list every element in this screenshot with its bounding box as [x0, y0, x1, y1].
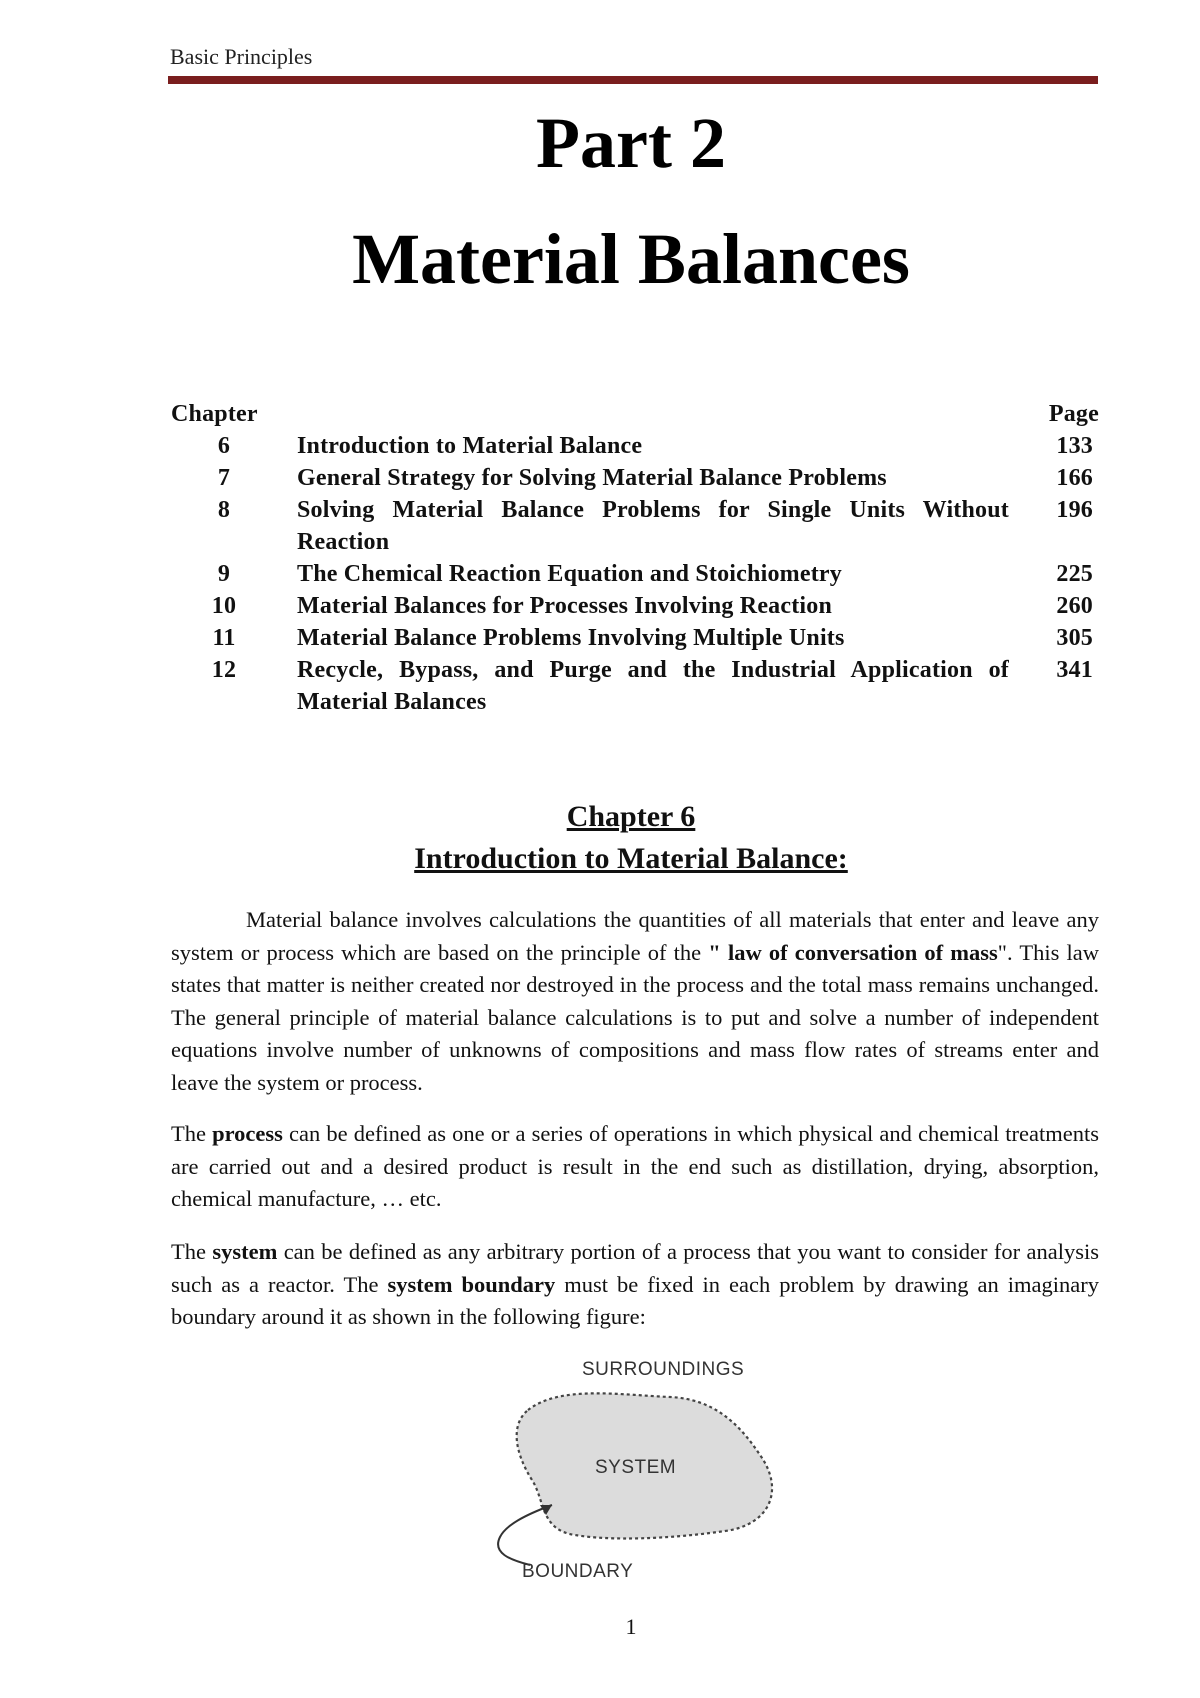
toc-entry [171, 430, 1099, 462]
page-number: 1 [625, 1614, 637, 1639]
paragraph-text: ". This law states that matter is neither created nor destroyed in the process and the total mass remains unchanged. The general principle of material balance calculations is to put and solve a number of independent equations involve number of unknowns of compositions and mass flow rates of streams enter and leave the system or process. [171, 939, 1099, 1095]
toc-entry-title: Solving Material Balance Problems for Single Units Without Reaction [297, 497, 1009, 555]
toc-entry-title: Material Balances for Processes Involving Reaction [297, 593, 833, 619]
toc-entry-title: General Strategy for Solving Material Balance Problems [297, 465, 887, 491]
toc-entry-title: Introduction to Material Balance [297, 433, 643, 459]
paragraph-text: The [171, 1121, 213, 1146]
toc-entry-number: 11 [212, 625, 236, 651]
toc-entry [171, 622, 1099, 654]
toc-entry-title: Material Balance Problems Involving Multiple Units [297, 625, 845, 651]
toc-header-row [171, 398, 1099, 430]
part-title: Material Balances [352, 219, 910, 299]
toc-entry [171, 558, 1099, 590]
toc-entry-page: 133 [1056, 433, 1093, 459]
boundary-label: BOUNDARY [522, 1561, 634, 1582]
chapter-number-heading: Chapter 6 [566, 800, 696, 833]
header-rule [168, 76, 1098, 84]
paragraph-emphasis: " law of conversation of mass [708, 939, 998, 965]
toc-entry [171, 494, 1099, 558]
paragraph-text: must be fixed in each problem by drawing an imaginary boundary around it as shown in the following figure: [171, 1271, 1099, 1329]
paragraph-system [171, 1236, 1099, 1334]
system-boundary-figure [470, 1355, 810, 1595]
toc-entry-number: 9 [217, 561, 231, 587]
toc-entry [171, 590, 1099, 622]
toc-entry-number: 12 [211, 657, 237, 683]
chapter-title-heading: Introduction to Material Balance: [414, 842, 848, 875]
toc-entry-page: 341 [1056, 657, 1093, 683]
toc-page-header: Page [1048, 401, 1099, 427]
toc-entry-number: 10 [211, 593, 237, 619]
toc-chapter-header: Chapter [171, 401, 258, 427]
system-label: SYSTEM [595, 1457, 677, 1478]
toc-entry-number: 7 [217, 465, 231, 491]
toc-entry-number: 8 [217, 497, 231, 523]
paragraph-material-balance [171, 904, 1099, 1099]
toc-entry-page: 166 [1056, 465, 1093, 491]
paragraph-text: The [171, 1239, 213, 1264]
toc-entry [171, 654, 1099, 718]
paragraph-text: Material balance involves calculations the quantities of all materials that enter and leave any system or process which are based on the principle of the [171, 907, 1099, 965]
toc-entry-number: 6 [217, 433, 231, 459]
paragraph-emphasis: system boundary [387, 1271, 556, 1297]
surroundings-label: SURROUNDINGS [582, 1359, 745, 1380]
boundary-arrow [498, 1505, 552, 1565]
toc-entry-page: 196 [1056, 497, 1093, 523]
paragraph-emphasis: process [212, 1121, 283, 1146]
toc-entry-title: Recycle, Bypass, and Purge and the Industrial Application of Material Balances [297, 657, 1009, 715]
toc-entry-page: 225 [1056, 561, 1093, 587]
table-of-contents [171, 398, 1099, 718]
toc-entry-page: 305 [1056, 625, 1093, 651]
toc-entry [171, 462, 1099, 494]
paragraph-process [171, 1118, 1099, 1216]
paragraph-text: can be defined as any arbitrary portion of a process that you want to consider for analysis such as a reactor. The [171, 1239, 1099, 1297]
toc-entry-page: 260 [1056, 593, 1093, 619]
running-header: Basic Principles [170, 44, 313, 69]
paragraph-text: can be defined as one or a series of operations in which physical and chemical treatments are carried out and a desired product is result in the end such as distillation, drying, absorption, chemical manufacture, … etc. [171, 1121, 1100, 1211]
toc-entry-title: The Chemical Reaction Equation and Stoichiometry [297, 561, 842, 587]
paragraph-emphasis: system [212, 1239, 278, 1264]
part-number: Part 2 [536, 103, 726, 183]
